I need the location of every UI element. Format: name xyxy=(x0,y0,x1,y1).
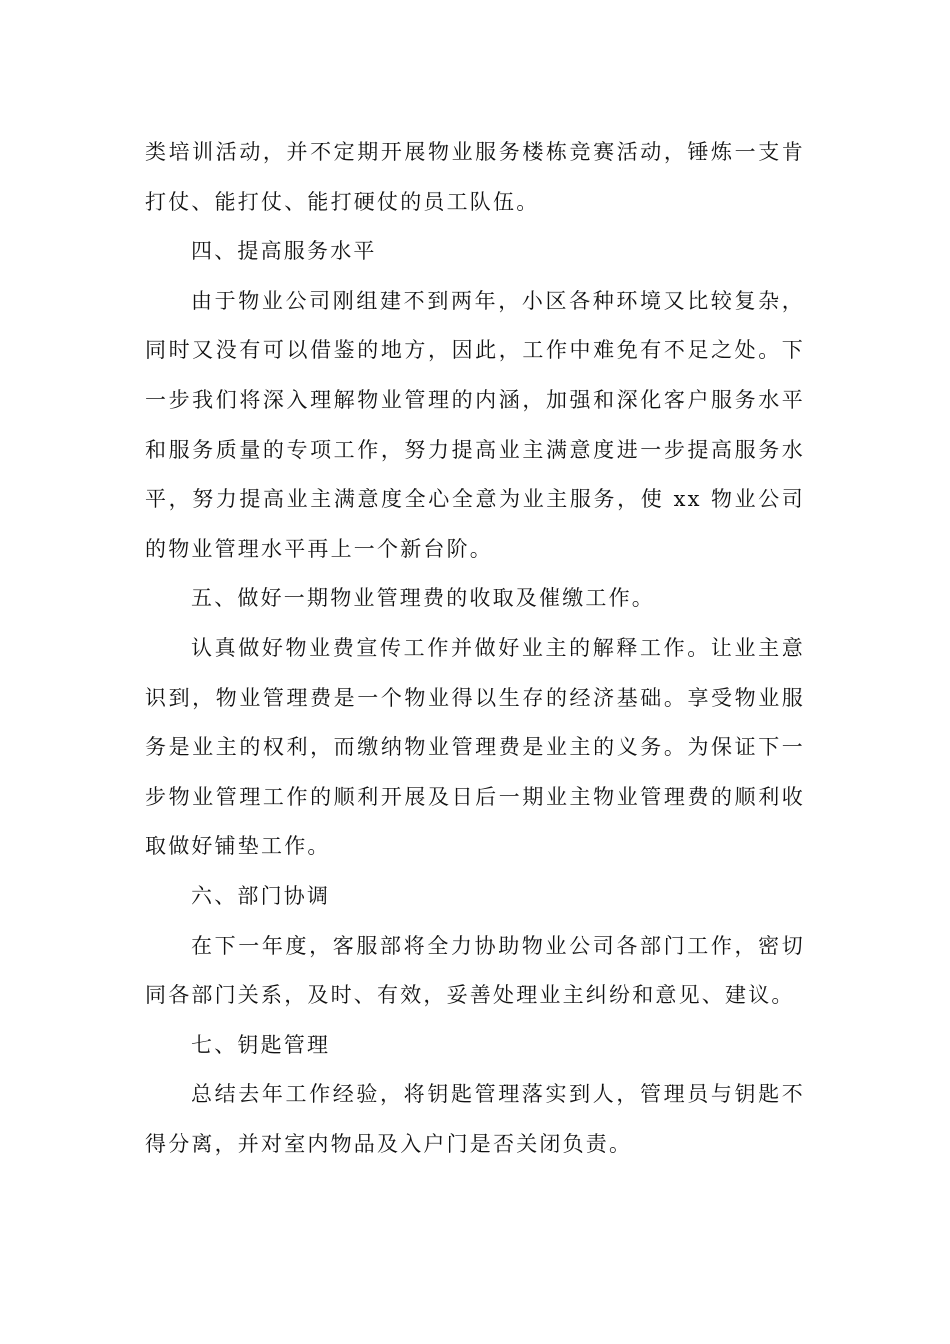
paragraph-fee-collection: 认真做好物业费宣传工作并做好业主的解释工作。让业主意识到，物业管理费是一个物业得以生存的经济基础。享受物业服务是业主的权利，而缴纳物业管理费是业主的义务。为保证下一步物业管理工作的顺利开展及日后一期业主物业管理费的顺利收取做好铺垫工作。 xyxy=(145,635,805,859)
section-heading-improve-service: 四、提高服务水平 xyxy=(191,239,377,264)
paragraph-continuation: 类培训活动，并不定期开展物业服务楼栋竞赛活动，锤炼一支肯打仗、能打仗、能打硬仗的员工队伍。 xyxy=(145,140,805,214)
paragraph-improve-service: 由于物业公司刚组建不到两年，小区各种环境又比较复杂，同时又没有可以借鉴的地方，因此，工作中难免有不足之处。下一步我们将深入理解物业管理的内涵，加强和深化客户服务水平和服务质量的专项工作，努力提高业主满意度进一步提高服务水平，努力提高业主满意度全心全意为业主服务，使 xx 物业公司的物业管理水平再上一个新台阶。 xyxy=(145,288,805,561)
section-heading-department-coordination: 六、部门协调 xyxy=(191,883,331,908)
paragraph-department-coordination: 在下一年度，客服部将全力协助物业公司各部门工作，密切同各部门关系，及时、有效，妥善处理业主纠纷和意见、建议。 xyxy=(145,933,805,1008)
paragraph-key-management: 总结去年工作经验，将钥匙管理落实到人，管理员与钥匙不得分离，并对室内物品及入户门是否关闭负责。 xyxy=(145,1082,805,1156)
document-body xyxy=(145,128,805,1169)
section-heading-fee-collection: 五、做好一期物业管理费的收取及催缴工作。 xyxy=(191,586,655,611)
section-heading-key-management: 七、钥匙管理 xyxy=(191,1032,331,1057)
